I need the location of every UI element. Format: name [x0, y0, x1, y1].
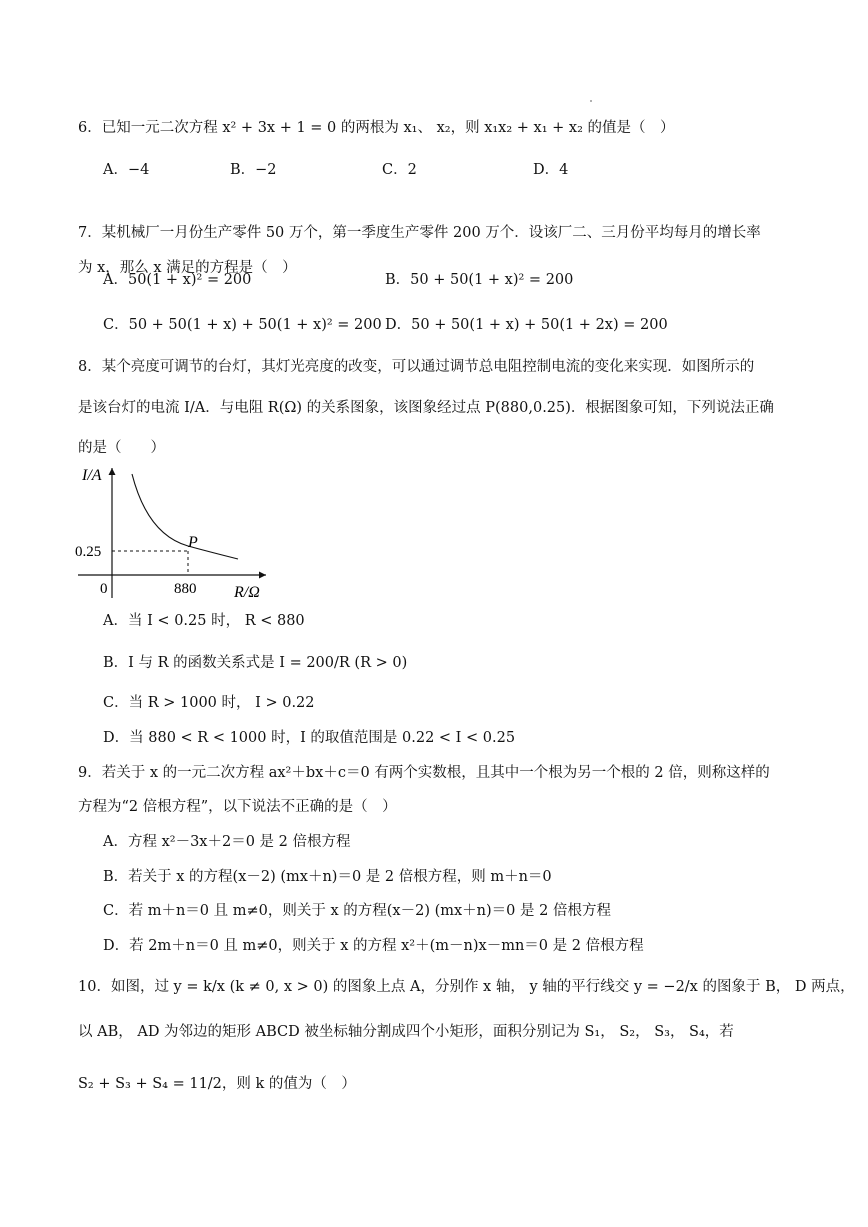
option-text: I 与 R 的函数关系式是 I = 200/R (R > 0): [128, 655, 408, 671]
q8-option-d: [103, 728, 515, 748]
q8-graph: [70, 458, 280, 603]
option-text: 若 2m＋n＝0 且 m≠0，则关于 x 的方程 x²＋(m－n)x－mn＝0 是 2 倍根方程: [129, 938, 644, 954]
scan-dot: [590, 100, 592, 102]
option-label: D．: [533, 162, 560, 178]
option-label: A．: [103, 834, 128, 850]
option-label: C．: [103, 317, 129, 333]
option-label: C．: [382, 162, 408, 178]
origin-label: 0: [100, 581, 108, 597]
option-label: B．: [103, 869, 129, 885]
option-label: A．: [103, 272, 128, 288]
q6-option-d: [533, 160, 568, 180]
option-text: 若 m＋n＝0 且 m≠0，则关于 x 的方程(x－2) (mx＋n)＝0 是 2 倍根方程: [128, 903, 611, 919]
x-tick-label: 880: [174, 581, 197, 597]
option-text: 当 880 < R < 1000 时，I 的取值范围是 0.22 < I < 0.25: [129, 730, 516, 746]
y-tick-label: 0.25: [75, 544, 102, 560]
q8-option-b: [103, 653, 407, 673]
x-axis-label: R/Ω: [234, 584, 260, 601]
q10-stem-line2: 以 AB， AD 为邻边的矩形 ABCD 被坐标轴分割成四个小矩形，面积分别记为 S₁， S₂， S₃， S₄，若: [78, 1024, 734, 1040]
q10-stem-line1: 10．如图，过 y = k/x (k ≠ 0, x > 0) 的图象上点 A，分别作 x 轴， y 轴的平行线交 y = −2/x 的图象于 B， D 两点，: [78, 979, 855, 995]
q7-option-d: [385, 315, 668, 335]
q6-option-b: [230, 160, 277, 180]
option-text: −4: [127, 162, 150, 178]
option-text: 4: [559, 162, 569, 178]
q7-option-a: [103, 270, 251, 290]
q8-stem-line3: 的是（ ）: [78, 440, 165, 456]
option-text: 50 + 50(1 + x)² = 200: [410, 272, 574, 288]
option-label: D．: [103, 938, 130, 954]
option-label: D．: [385, 317, 412, 333]
q8-stem-line1: 8．某个亮度可调节的台灯，其灯光亮度的改变，可以通过调节总电阻控制电流的变化来实现．如图所示的: [78, 359, 755, 375]
q9-option-d: [103, 936, 644, 956]
option-text: 50(1 + x)² = 200: [127, 272, 252, 288]
q9-option-b: [103, 867, 552, 887]
q7-stem-line2: 为 x，那么 x 满足的方程是（ ）: [78, 260, 297, 276]
option-text: 方程 x²－3x＋2＝0 是 2 倍根方程: [127, 834, 351, 850]
q7-stem-line1: 7．某机械厂一月份生产零件 50 万个，第一季度生产零件 200 万个．设该厂二、三月份平均每月的增长率: [78, 225, 761, 241]
point-p-label: P: [188, 534, 198, 551]
q9-stem-line2: 方程为“2 倍根方程”，以下说法不正确的是（ ）: [78, 799, 397, 815]
option-text: 50 + 50(1 + x) + 50(1 + 2x) = 200: [411, 317, 668, 333]
q6-option-a: [103, 160, 149, 180]
q9-option-c: [103, 901, 611, 921]
option-text: 当 R > 1000 时， I > 0.22: [128, 695, 315, 711]
q9-option-a: [103, 832, 351, 852]
q10-stem-line3: S₂ + S₃ + S₄ = 11/2，则 k 的值为（ ）: [78, 1076, 356, 1092]
y-axis-label: I/A: [82, 467, 102, 484]
q8-option-a: [103, 611, 305, 631]
option-label: C．: [103, 903, 129, 919]
option-text: 2: [407, 162, 417, 178]
option-text: −2: [255, 162, 277, 178]
q7-option-c: [103, 315, 382, 335]
q9-stem-line1: 9．若关于 x 的一元二次方程 ax²＋bx＋c＝0 有两个实数根，且其中一个根为另一个根的 2 倍，则称这样的: [78, 765, 770, 781]
q6-option-c: [382, 160, 417, 180]
q6-stem: 6．已知一元二次方程 x² + 3x + 1 = 0 的两根为 x₁、 x₂，则 x₁x₂ + x₁ + x₂ 的值是（ ）: [78, 120, 675, 136]
option-label: D．: [103, 730, 130, 746]
option-label: B．: [385, 272, 411, 288]
option-text: 若关于 x 的方程(x－2) (mx＋n)＝0 是 2 倍根方程，则 m＋n＝0: [128, 869, 552, 885]
option-label: B．: [230, 162, 256, 178]
option-label: A．: [103, 613, 128, 629]
option-text: 50 + 50(1 + x) + 50(1 + x)² = 200: [128, 317, 382, 333]
option-text: 当 I < 0.25 时， R < 880: [127, 613, 305, 629]
option-label: B．: [103, 655, 129, 671]
q8-option-c: [103, 693, 315, 713]
option-label: A．: [103, 162, 128, 178]
q8-stem-line2: 是该台灯的电流 I/A．与电阻 R(Ω) 的关系图象，该图象经过点 P(880,0.25)．根据图象可知，下列说法正确: [78, 400, 774, 416]
hyperbola-curve: [132, 474, 238, 559]
q7-option-b: [385, 270, 573, 290]
option-label: C．: [103, 695, 129, 711]
